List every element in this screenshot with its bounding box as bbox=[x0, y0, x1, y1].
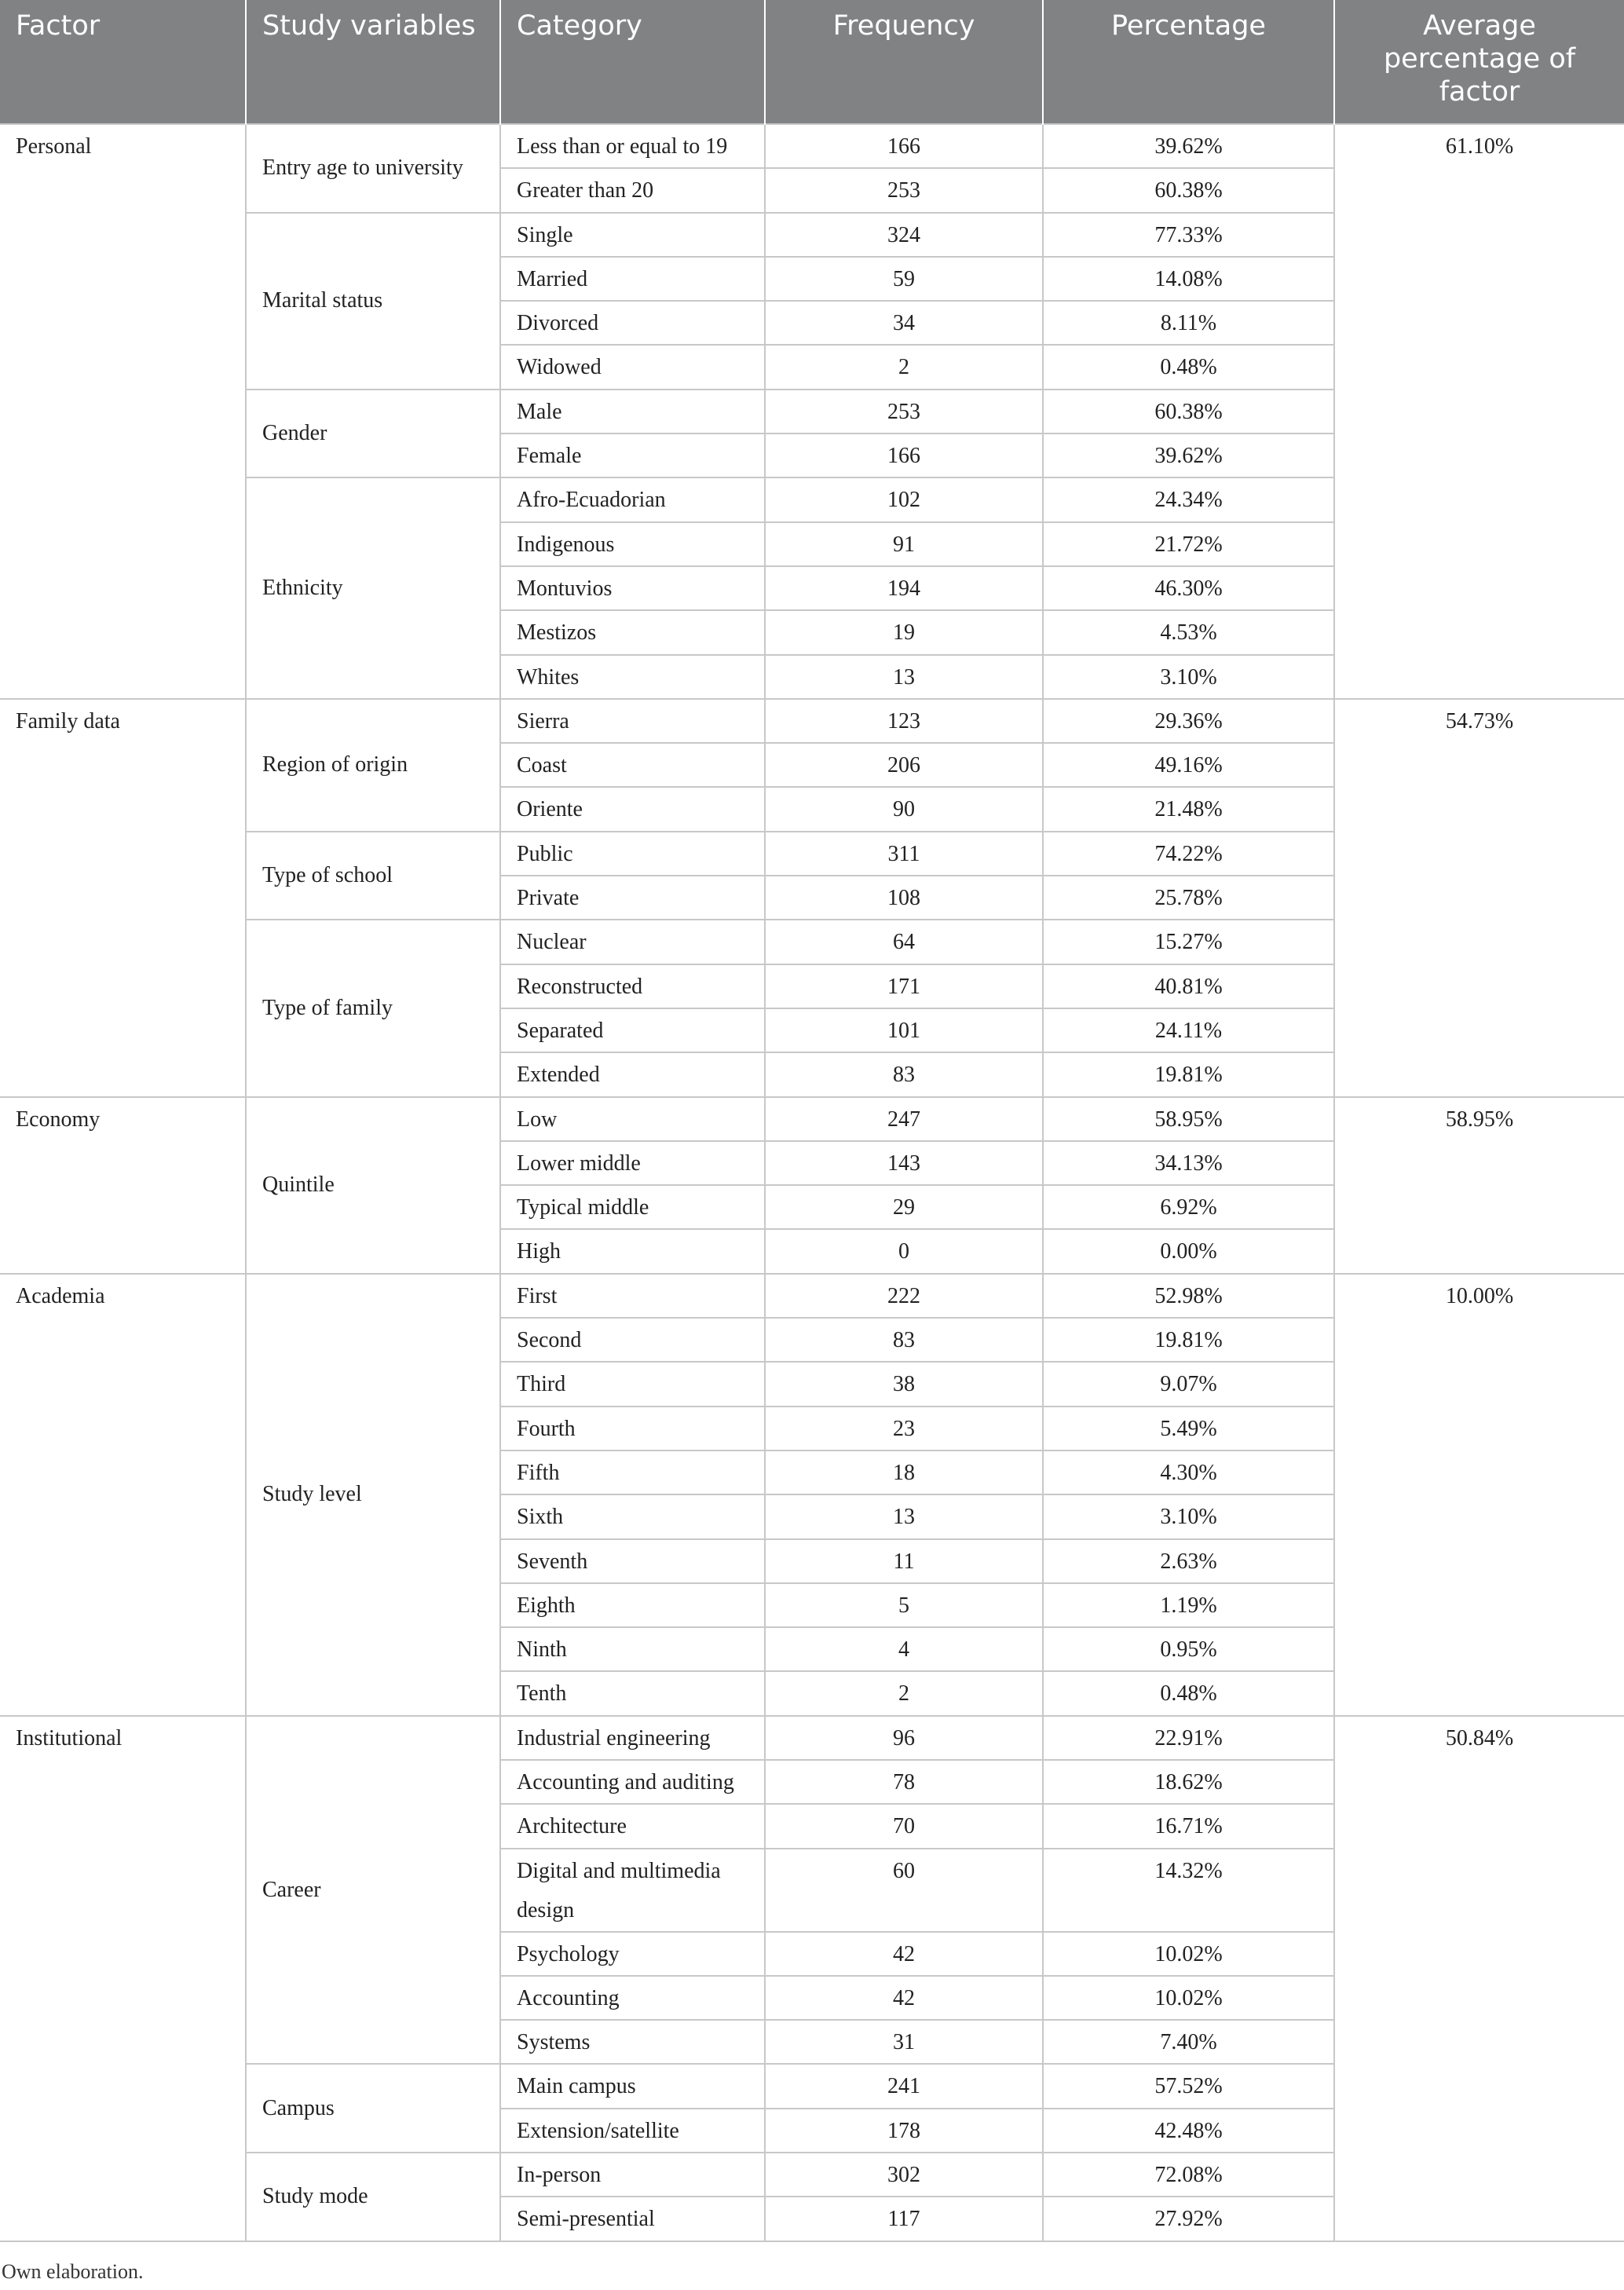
frequency-cell: 83 bbox=[765, 1052, 1043, 1096]
category-cell: Tenth bbox=[500, 1671, 765, 1715]
frequency-cell: 206 bbox=[765, 743, 1043, 787]
study-variable-cell: Marital status bbox=[246, 213, 500, 390]
percentage-cell: 0.00% bbox=[1043, 1229, 1334, 1273]
category-cell: Seventh bbox=[500, 1539, 765, 1583]
study-variable-cell: Campus bbox=[246, 2064, 500, 2153]
frequency-cell: 96 bbox=[765, 1716, 1043, 1760]
percentage-cell: 42.48% bbox=[1043, 2109, 1334, 2153]
table-row bbox=[0, 1274, 1624, 1318]
percentage-cell: 39.62% bbox=[1043, 433, 1334, 477]
frequency-cell: 253 bbox=[765, 390, 1043, 433]
category-cell: High bbox=[500, 1229, 765, 1273]
study-variable-cell: Career bbox=[246, 1716, 500, 2065]
percentage-cell: 5.49% bbox=[1043, 1407, 1334, 1450]
frequency-cell: 23 bbox=[765, 1407, 1043, 1450]
category-cell: Digital and multimedia design bbox=[500, 1849, 765, 1932]
percentage-cell: 57.52% bbox=[1043, 2064, 1334, 2108]
category-cell: In-person bbox=[500, 2153, 765, 2197]
category-cell: Single bbox=[500, 213, 765, 257]
percentage-cell: 72.08% bbox=[1043, 2153, 1334, 2197]
category-cell: Indigenous bbox=[500, 522, 765, 566]
frequency-cell: 64 bbox=[765, 920, 1043, 964]
study-variable-cell: Study level bbox=[246, 1274, 500, 1716]
frequency-cell: 2 bbox=[765, 1671, 1043, 1715]
study-variable-cell: Type of school bbox=[246, 832, 500, 920]
frequency-cell: 42 bbox=[765, 1932, 1043, 1976]
percentage-cell: 19.81% bbox=[1043, 1318, 1334, 1362]
table-row bbox=[0, 1716, 1624, 1760]
frequency-cell: 222 bbox=[765, 1274, 1043, 1318]
frequency-cell: 178 bbox=[765, 2109, 1043, 2153]
study-variable-cell: Region of origin bbox=[246, 699, 500, 832]
category-cell: Low bbox=[500, 1097, 765, 1141]
percentage-cell: 4.53% bbox=[1043, 610, 1334, 654]
percentage-cell: 7.40% bbox=[1043, 2020, 1334, 2064]
category-cell: Coast bbox=[500, 743, 765, 787]
factor-cell: Personal bbox=[0, 124, 246, 699]
percentage-cell: 8.11% bbox=[1043, 301, 1334, 345]
category-cell: Less than or equal to 19 bbox=[500, 124, 765, 168]
table-row bbox=[0, 124, 1624, 168]
percentage-cell: 15.27% bbox=[1043, 920, 1334, 964]
header-factor: Factor bbox=[0, 0, 246, 124]
category-cell: Montuvios bbox=[500, 566, 765, 610]
category-cell: Separated bbox=[500, 1008, 765, 1052]
percentage-cell: 49.16% bbox=[1043, 743, 1334, 787]
percentage-cell: 27.92% bbox=[1043, 2197, 1334, 2241]
percentage-cell: 39.62% bbox=[1043, 124, 1334, 168]
percentage-cell: 3.10% bbox=[1043, 655, 1334, 699]
category-cell: Married bbox=[500, 257, 765, 301]
category-cell: Sierra bbox=[500, 699, 765, 743]
header-category: Category bbox=[500, 0, 765, 124]
percentage-cell: 46.30% bbox=[1043, 566, 1334, 610]
frequency-cell: 302 bbox=[765, 2153, 1043, 2197]
percentage-cell: 1.19% bbox=[1043, 1583, 1334, 1627]
frequency-cell: 0 bbox=[765, 1229, 1043, 1273]
category-cell: Fifth bbox=[500, 1450, 765, 1494]
category-cell: Second bbox=[500, 1318, 765, 1362]
category-cell: Whites bbox=[500, 655, 765, 699]
category-cell: Reconstructed bbox=[500, 964, 765, 1008]
frequency-cell: 143 bbox=[765, 1141, 1043, 1185]
percentage-cell: 3.10% bbox=[1043, 1494, 1334, 1538]
percentage-cell: 14.08% bbox=[1043, 257, 1334, 301]
category-cell: Public bbox=[500, 832, 765, 876]
frequency-cell: 70 bbox=[765, 1804, 1043, 1848]
category-cell: Mestizos bbox=[500, 610, 765, 654]
percentage-cell: 74.22% bbox=[1043, 832, 1334, 876]
category-cell: Widowed bbox=[500, 345, 765, 389]
frequency-cell: 78 bbox=[765, 1760, 1043, 1804]
percentage-cell: 10.02% bbox=[1043, 1932, 1334, 1976]
category-cell: First bbox=[500, 1274, 765, 1318]
category-cell: Private bbox=[500, 876, 765, 920]
category-cell: Male bbox=[500, 390, 765, 433]
percentage-cell: 19.81% bbox=[1043, 1052, 1334, 1096]
percentage-cell: 22.91% bbox=[1043, 1716, 1334, 1760]
study-variable-cell: Type of family bbox=[246, 920, 500, 1096]
category-cell: Main campus bbox=[500, 2064, 765, 2108]
header-frequency: Frequency bbox=[765, 0, 1043, 124]
frequency-cell: 253 bbox=[765, 168, 1043, 212]
frequency-cell: 166 bbox=[765, 124, 1043, 168]
category-cell: Sixth bbox=[500, 1494, 765, 1538]
header-percentage: Percentage bbox=[1043, 0, 1334, 124]
category-cell: Oriente bbox=[500, 787, 765, 831]
category-cell: Eighth bbox=[500, 1583, 765, 1627]
frequency-cell: 29 bbox=[765, 1185, 1043, 1229]
frequency-cell: 34 bbox=[765, 301, 1043, 345]
factor-cell: Family data bbox=[0, 699, 246, 1097]
percentage-cell: 58.95% bbox=[1043, 1097, 1334, 1141]
frequency-cell: 311 bbox=[765, 832, 1043, 876]
frequency-cell: 60 bbox=[765, 1849, 1043, 1932]
table-row bbox=[0, 699, 1624, 743]
percentage-cell: 0.48% bbox=[1043, 1671, 1334, 1715]
frequency-cell: 13 bbox=[765, 655, 1043, 699]
frequency-cell: 166 bbox=[765, 433, 1043, 477]
header-study-variables: Study variables bbox=[246, 0, 500, 124]
category-cell: Ninth bbox=[500, 1627, 765, 1671]
percentage-cell: 9.07% bbox=[1043, 1362, 1334, 1406]
category-cell: Psychology bbox=[500, 1932, 765, 1976]
frequency-cell: 194 bbox=[765, 566, 1043, 610]
header-row bbox=[0, 0, 1624, 124]
study-variable-cell: Quintile bbox=[246, 1097, 500, 1274]
study-variable-cell: Entry age to university bbox=[246, 124, 500, 213]
category-cell: Semi-presential bbox=[500, 2197, 765, 2241]
category-cell: Lower middle bbox=[500, 1141, 765, 1185]
average-percentage-cell: 50.84% bbox=[1334, 1716, 1624, 2241]
frequency-cell: 247 bbox=[765, 1097, 1043, 1141]
header-average-percentage: Average percentage of factor bbox=[1334, 0, 1624, 124]
percentage-cell: 10.02% bbox=[1043, 1976, 1334, 2020]
frequency-cell: 19 bbox=[765, 610, 1043, 654]
table-row bbox=[0, 1097, 1624, 1141]
frequency-cell: 5 bbox=[765, 1583, 1043, 1627]
frequency-cell: 59 bbox=[765, 257, 1043, 301]
percentage-cell: 18.62% bbox=[1043, 1760, 1334, 1804]
percentage-cell: 52.98% bbox=[1043, 1274, 1334, 1318]
percentage-cell: 2.63% bbox=[1043, 1539, 1334, 1583]
category-cell: Extension/satellite bbox=[500, 2109, 765, 2153]
average-percentage-cell: 10.00% bbox=[1334, 1274, 1624, 1716]
category-cell: Architecture bbox=[500, 1804, 765, 1848]
category-cell: Accounting and auditing bbox=[500, 1760, 765, 1804]
percentage-cell: 21.48% bbox=[1043, 787, 1334, 831]
factor-cell: Economy bbox=[0, 1097, 246, 1274]
category-cell: Greater than 20 bbox=[500, 168, 765, 212]
frequency-cell: 108 bbox=[765, 876, 1043, 920]
frequency-cell: 102 bbox=[765, 477, 1043, 521]
percentage-cell: 77.33% bbox=[1043, 213, 1334, 257]
category-cell: Female bbox=[500, 433, 765, 477]
frequency-cell: 171 bbox=[765, 964, 1043, 1008]
average-percentage-cell: 61.10% bbox=[1334, 124, 1624, 699]
study-variable-cell: Gender bbox=[246, 390, 500, 478]
percentage-cell: 60.38% bbox=[1043, 168, 1334, 212]
percentage-cell: 6.92% bbox=[1043, 1185, 1334, 1229]
category-cell: Afro-Ecuadorian bbox=[500, 477, 765, 521]
table-header bbox=[0, 0, 1624, 124]
frequency-cell: 4 bbox=[765, 1627, 1043, 1671]
factor-cell: Academia bbox=[0, 1274, 246, 1716]
average-percentage-cell: 54.73% bbox=[1334, 699, 1624, 1097]
category-cell: Divorced bbox=[500, 301, 765, 345]
percentage-cell: 4.30% bbox=[1043, 1450, 1334, 1494]
percentage-cell: 25.78% bbox=[1043, 876, 1334, 920]
percentage-cell: 34.13% bbox=[1043, 1141, 1334, 1185]
percentage-cell: 24.34% bbox=[1043, 477, 1334, 521]
category-cell: Extended bbox=[500, 1052, 765, 1096]
category-cell: Accounting bbox=[500, 1976, 765, 2020]
percentage-cell: 24.11% bbox=[1043, 1008, 1334, 1052]
category-cell: Systems bbox=[500, 2020, 765, 2064]
frequency-cell: 123 bbox=[765, 699, 1043, 743]
frequency-cell: 2 bbox=[765, 345, 1043, 389]
table-body bbox=[0, 124, 1624, 2241]
frequency-cell: 11 bbox=[765, 1539, 1043, 1583]
percentage-cell: 40.81% bbox=[1043, 964, 1334, 1008]
frequency-cell: 31 bbox=[765, 2020, 1043, 2064]
percentage-cell: 0.48% bbox=[1043, 345, 1334, 389]
frequency-cell: 42 bbox=[765, 1976, 1043, 2020]
study-variable-cell: Study mode bbox=[246, 2153, 500, 2241]
percentage-cell: 16.71% bbox=[1043, 1804, 1334, 1848]
frequency-cell: 13 bbox=[765, 1494, 1043, 1538]
percentage-cell: 21.72% bbox=[1043, 522, 1334, 566]
category-cell: Nuclear bbox=[500, 920, 765, 964]
frequency-cell: 91 bbox=[765, 522, 1043, 566]
frequency-cell: 117 bbox=[765, 2197, 1043, 2241]
category-cell: Third bbox=[500, 1362, 765, 1406]
percentage-cell: 0.95% bbox=[1043, 1627, 1334, 1671]
category-cell: Fourth bbox=[500, 1407, 765, 1450]
category-cell: Typical middle bbox=[500, 1185, 765, 1229]
frequency-cell: 101 bbox=[765, 1008, 1043, 1052]
frequency-cell: 90 bbox=[765, 787, 1043, 831]
frequency-cell: 83 bbox=[765, 1318, 1043, 1362]
frequency-cell: 324 bbox=[765, 213, 1043, 257]
percentage-cell: 14.32% bbox=[1043, 1849, 1334, 1932]
frequency-cell: 18 bbox=[765, 1450, 1043, 1494]
frequency-cell: 241 bbox=[765, 2064, 1043, 2108]
average-percentage-cell: 58.95% bbox=[1334, 1097, 1624, 1274]
study-variable-cell: Ethnicity bbox=[246, 477, 500, 698]
factor-cell: Institutional bbox=[0, 1716, 246, 2241]
percentage-cell: 29.36% bbox=[1043, 699, 1334, 743]
table-footnote: Own elaboration. bbox=[2, 2260, 144, 2283]
category-cell: Industrial engineering bbox=[500, 1716, 765, 1760]
percentage-cell: 60.38% bbox=[1043, 390, 1334, 433]
frequency-cell: 38 bbox=[765, 1362, 1043, 1406]
